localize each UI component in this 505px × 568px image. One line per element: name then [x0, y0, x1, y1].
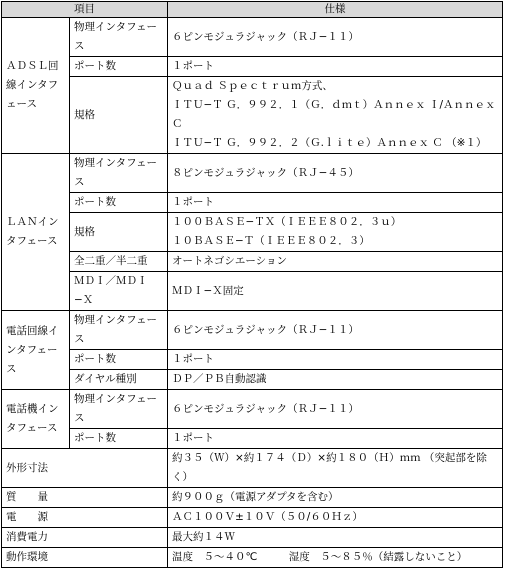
adsl-std-line: ＩＴＵ−Ｔ Ｇ．９９２．１（Ｇ．ｄｍｔ）Ａｎｎｅｘ Ｉ/Ａｎｎｅｘ Ｃ — [172, 99, 496, 130]
phone-device-phys-label: 物理インタフェース — [70, 390, 168, 429]
adsl-std-label: 規格 — [70, 77, 168, 154]
env-label: 動作環境 — [2, 548, 168, 568]
adsl-phys-label: 物理インタフェース — [70, 18, 168, 57]
lan-duplex-label: 全二重／半二重 — [70, 252, 168, 272]
phone-line-phys-value: ６ピンモジュラジャック（ＲＪ−１１） — [168, 311, 503, 350]
phone-device-ports-label: ポート数 — [70, 429, 168, 449]
lan-mdi-label: ＭＤＩ／ＭＤＩ−Ｘ — [70, 272, 168, 311]
phone-device-group-label: 電話機インタフェース — [2, 390, 70, 449]
header-item: 項目 — [2, 2, 168, 18]
power-label: 電 源 — [2, 508, 168, 528]
lan-std-value — [168, 213, 503, 252]
consumption-value: 最大約１４Ｗ — [168, 528, 503, 548]
phone-device-ports-value: １ポート — [168, 429, 503, 449]
phone-device-phys-value: ６ピンモジュラジャック（ＲＪ−１１） — [168, 390, 503, 429]
weight-value: 約９００ｇ（電源アダプタを含む） — [168, 488, 503, 508]
lan-std-line: １００ＢＡＳＥ−ＴＸ（ＩＥＥＥ８０２．３ｕ） — [172, 216, 402, 228]
table-row — [2, 18, 503, 57]
table-row — [2, 154, 503, 193]
lan-ports-value: １ポート — [168, 193, 503, 213]
lan-group-label: ＬＡＮインタフェース — [2, 154, 70, 311]
table-row — [2, 390, 503, 429]
lan-mdi-value: ＭＤＩ−Ｘ固定 — [168, 272, 503, 311]
phone-line-ports-label: ポート数 — [70, 350, 168, 370]
dims-value: 約３５（Ｗ）×約１７４（Ｄ）×約１８０（Ｈ）ｍｍ （突起部を除く） — [168, 449, 503, 488]
adsl-phys-value: ６ピンモジュラジャック（ＲＪ−１１） — [168, 18, 503, 57]
table-row — [2, 252, 503, 272]
table-row — [2, 370, 503, 390]
phone-line-dial-value: ＤＰ／ＰＢ自動認識 — [168, 370, 503, 390]
adsl-ports-label: ポート数 — [70, 57, 168, 77]
table-row — [2, 508, 503, 528]
phone-line-ports-value: １ポート — [168, 350, 503, 370]
table-row — [2, 429, 503, 449]
phone-line-dial-label: ダイヤル種別 — [70, 370, 168, 390]
lan-std-line: １０ＢＡＳＥ−Ｔ（ＩＥＥＥ８０２．３） — [172, 235, 370, 247]
adsl-group-label: ＡＤＳＬ回線インタフェース — [2, 18, 70, 154]
dims-label: 外形寸法 — [2, 449, 168, 488]
lan-ports-label: ポート数 — [70, 193, 168, 213]
table-row — [2, 449, 503, 488]
lan-duplex-value: オートネゴシエーション — [168, 252, 503, 272]
consumption-label: 消費電力 — [2, 528, 168, 548]
env-value: 温度 ５〜４０℃ 湿度 ５〜８５％（結露しないこと） — [168, 548, 503, 568]
table-row — [2, 77, 503, 154]
adsl-std-line: Ｑｕａｄ Ｓｐｅｃｔｒｕｍ方式、 — [172, 80, 333, 92]
table-header-row — [2, 2, 503, 18]
lan-phys-value: ８ピンモジュラジャック（ＲＪ−４５） — [168, 154, 503, 193]
table-row — [2, 548, 503, 568]
phone-line-group-label: 電話回線インタフェース — [2, 311, 70, 390]
table-row — [2, 272, 503, 311]
adsl-ports-value: １ポート — [168, 57, 503, 77]
adsl-std-line: ＩＴＵ−Ｔ Ｇ．９９２．２（Ｇ.ｌｉｔｅ）Ａｎｎｅｘ Ｃ （※１） — [172, 137, 487, 149]
phone-line-phys-label: 物理インタフェース — [70, 311, 168, 350]
spec-table — [1, 1, 503, 568]
table-row — [2, 193, 503, 213]
header-spec: 仕様 — [168, 2, 503, 18]
table-row — [2, 213, 503, 252]
lan-phys-label: 物理インタフェース — [70, 154, 168, 193]
table-row — [2, 528, 503, 548]
table-row — [2, 57, 503, 77]
table-row — [2, 311, 503, 350]
weight-label: 質 量 — [2, 488, 168, 508]
table-row — [2, 350, 503, 370]
lan-std-label: 規格 — [70, 213, 168, 252]
adsl-std-value — [168, 77, 503, 154]
power-value: ＡＣ１００Ｖ±１０Ｖ（５０/６０Ｈｚ） — [168, 508, 503, 528]
